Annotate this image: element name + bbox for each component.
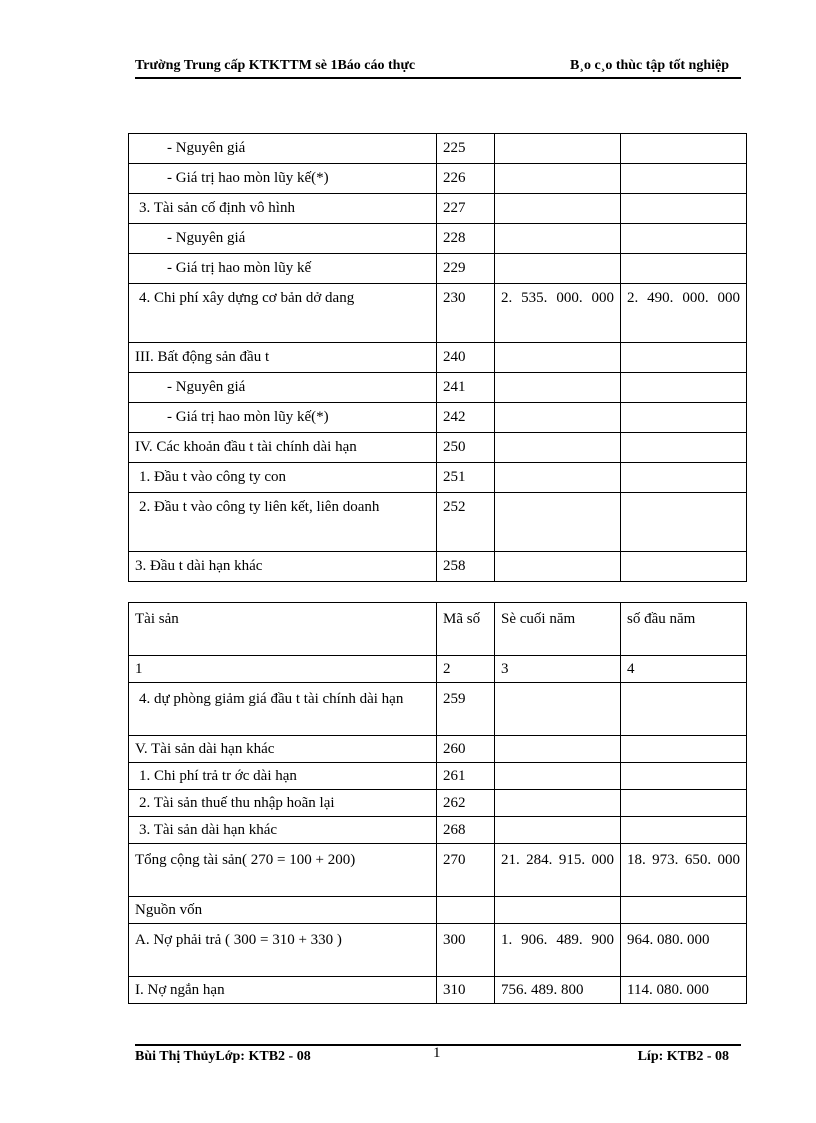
row-start-of-year [621, 736, 747, 763]
row-end-of-year: 21. 284. 915. 000 [495, 844, 621, 897]
row-start-of-year [621, 433, 747, 463]
row-code: 229 [437, 254, 495, 284]
footer-right-text: Líp: KTB2 - 08 [637, 1049, 729, 1064]
table-row [129, 897, 747, 924]
row-end-of-year [495, 897, 621, 924]
table-row [129, 433, 747, 463]
row-code: 250 [437, 433, 495, 463]
row-code: 260 [437, 736, 495, 763]
row-start-of-year [621, 194, 747, 224]
row-code: 252 [437, 493, 495, 552]
row-label: - Nguyên giá [129, 224, 437, 254]
row-end-of-year: 2. 535. 000. 000 [495, 284, 621, 343]
table-header-row [129, 603, 747, 656]
row-start-of-year [621, 763, 747, 790]
table-row [129, 924, 747, 977]
header-assets: Tài sản [129, 603, 437, 656]
row-end-of-year [495, 683, 621, 736]
row-end-of-year [495, 343, 621, 373]
row-end-of-year [495, 433, 621, 463]
row-code: 251 [437, 463, 495, 493]
header-rule [135, 77, 741, 79]
row-code [437, 897, 495, 924]
table-row [129, 164, 747, 194]
row-label: 2. Đầu t vào công ty liên kết, liên doanh [129, 493, 437, 552]
row-label: Nguồn vốn [129, 897, 437, 924]
header-end-of-year: Sè cuối năm [495, 603, 621, 656]
footer-left-text: Bùi Thị ThủyLớp: KTB2 - 08 [135, 1049, 311, 1064]
row-label: 4. dự phòng giảm giá đầu t tài chính dài hạn [129, 683, 437, 736]
row-label: 1. Đầu t vào công ty con [129, 463, 437, 493]
row-end-of-year [495, 373, 621, 403]
row-end-of-year [495, 403, 621, 433]
row-label: V. Tài sản dài hạn khác [129, 736, 437, 763]
row-end-of-year [495, 224, 621, 254]
column-number-row [129, 656, 747, 683]
row-start-of-year [621, 493, 747, 552]
row-end-of-year: 1. 906. 489. 900 [495, 924, 621, 977]
row-code: 227 [437, 194, 495, 224]
row-end-of-year [495, 736, 621, 763]
row-end-of-year [495, 493, 621, 552]
row-code: 259 [437, 683, 495, 736]
row-label: 4. Chi phí xây dựng cơ bản dở dang [129, 284, 437, 343]
page-footer [135, 1045, 741, 1069]
row-code: 241 [437, 373, 495, 403]
table-row [129, 373, 747, 403]
table-row [129, 552, 747, 582]
row-label: III. Bất động sản đầu t [129, 343, 437, 373]
row-label: 2. Tài sản thuế thu nhập hoãn lại [129, 790, 437, 817]
header-left-text: Trường Trung cấp KTKTTM sè 1Báo cáo thực [135, 58, 416, 73]
table-row [129, 254, 747, 284]
row-label: - Giá trị hao mòn lũy kế [129, 254, 437, 284]
row-code: 226 [437, 164, 495, 194]
table-row [129, 977, 747, 1004]
row-label: 1. Chi phí trả tr ớc dài hạn [129, 763, 437, 790]
row-label: - Giá trị hao mòn lũy kế(*) [129, 403, 437, 433]
row-code: 242 [437, 403, 495, 433]
row-code: 268 [437, 817, 495, 844]
row-end-of-year [495, 817, 621, 844]
row-start-of-year [621, 224, 747, 254]
row-start-of-year: 114. 080. 000 [621, 977, 747, 1004]
row-end-of-year [495, 790, 621, 817]
row-code: 230 [437, 284, 495, 343]
row-start-of-year [621, 254, 747, 284]
header-code: Mã số [437, 603, 495, 656]
row-end-of-year [495, 763, 621, 790]
row-label: 3. Tài sản cố định vô hình [129, 194, 437, 224]
balance-sheet-table-2 [128, 602, 747, 1004]
row-start-of-year [621, 463, 747, 493]
table-row [129, 790, 747, 817]
row-end-of-year [495, 194, 621, 224]
row-label: - Nguyên giá [129, 373, 437, 403]
table-row [129, 736, 747, 763]
table-row [129, 194, 747, 224]
row-label: A. Nợ phải trả ( 300 = 310 + 330 ) [129, 924, 437, 977]
row-start-of-year [621, 403, 747, 433]
column-number: 4 [621, 656, 747, 683]
header-right-text: B¸o c¸o thùc tập tốt nghiệp [569, 58, 729, 73]
table-row [129, 763, 747, 790]
row-label: 3. Đầu t dài hạn khác [129, 552, 437, 582]
row-start-of-year [621, 134, 747, 164]
row-start-of-year: 18. 973. 650. 000 [621, 844, 747, 897]
table-row [129, 284, 747, 343]
table-row [129, 817, 747, 844]
row-code: 228 [437, 224, 495, 254]
table-row [129, 463, 747, 493]
row-code: 270 [437, 844, 495, 897]
table-row [129, 134, 747, 164]
row-code: 310 [437, 977, 495, 1004]
row-start-of-year [621, 817, 747, 844]
column-number: 3 [495, 656, 621, 683]
row-code: 258 [437, 552, 495, 582]
row-end-of-year [495, 254, 621, 284]
row-start-of-year [621, 897, 747, 924]
row-end-of-year: 756. 489. 800 [495, 977, 621, 1004]
row-label: I. Nợ ngắn hạn [129, 977, 437, 1004]
row-label: 3. Tài sản dài hạn khác [129, 817, 437, 844]
row-code: 300 [437, 924, 495, 977]
column-number: 1 [129, 656, 437, 683]
row-end-of-year [495, 164, 621, 194]
row-start-of-year [621, 683, 747, 736]
balance-sheet-table-1 [128, 133, 747, 582]
row-end-of-year [495, 463, 621, 493]
column-number: 2 [437, 656, 495, 683]
row-label: IV. Các khoản đầu t tài chính dài hạn [129, 433, 437, 463]
page-header [135, 58, 741, 78]
row-start-of-year [621, 164, 747, 194]
header-start-of-year: số đầu năm [621, 603, 747, 656]
table-row [129, 493, 747, 552]
row-start-of-year [621, 552, 747, 582]
row-code: 240 [437, 343, 495, 373]
row-start-of-year [621, 790, 747, 817]
row-label: - Nguyên giá [129, 134, 437, 164]
row-start-of-year: 2. 490. 000. 000 [621, 284, 747, 343]
table-row [129, 224, 747, 254]
row-code: 262 [437, 790, 495, 817]
row-end-of-year [495, 134, 621, 164]
table-row [129, 343, 747, 373]
row-label: - Giá trị hao mòn lũy kế(*) [129, 164, 437, 194]
row-code: 261 [437, 763, 495, 790]
row-label: Tổng cộng tài sản( 270 = 100 + 200) [129, 844, 437, 897]
page-number: 1 [433, 1045, 441, 1061]
row-start-of-year [621, 343, 747, 373]
row-end-of-year [495, 552, 621, 582]
table-row [129, 844, 747, 897]
table-row [129, 683, 747, 736]
row-code: 225 [437, 134, 495, 164]
row-start-of-year: 964. 080. 000 [621, 924, 747, 977]
table-row [129, 403, 747, 433]
row-start-of-year [621, 373, 747, 403]
